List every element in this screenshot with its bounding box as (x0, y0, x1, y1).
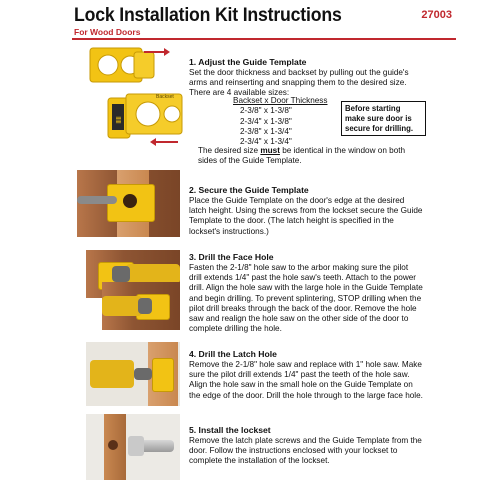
step-2-heading: 2. Secure the Guide Template (189, 185, 309, 195)
step-1-note-emphasis: must (260, 146, 280, 155)
step-1-body: Set the door thickness and backset by pulling out the guide's arms and reinserting and snapping them to the desired size. There are 4 available sizes: (189, 68, 409, 98)
template-hole (123, 194, 137, 208)
guide-template-photo (86, 42, 186, 152)
guide-template-label: Backset (156, 94, 174, 100)
step-4-heading: 4. Drill the Latch Hole (189, 349, 277, 359)
size-option: 2-3/4" x 1-3/8" (240, 116, 292, 126)
page-subtitle: For Wood Doors (74, 27, 141, 37)
step-1 (189, 57, 423, 99)
latch-hole-photo (86, 342, 180, 406)
product-code: 27003 (421, 9, 452, 21)
secure-template-photo (77, 170, 180, 237)
size-option: 2-3/4" x 1-3/4" (240, 137, 292, 147)
header-divider (72, 38, 456, 40)
hole-saw (134, 368, 152, 380)
power-drill (102, 296, 142, 316)
hole-saw (138, 298, 152, 314)
step-5 (189, 425, 423, 467)
size-list (189, 96, 339, 147)
step-1-heading: 1. Adjust the Guide Template (189, 57, 307, 67)
screwdriver (77, 196, 117, 204)
power-drill (90, 360, 134, 388)
size-list-header: Backset x Door Thickness (233, 96, 328, 105)
step-2 (189, 185, 423, 237)
safety-note-box: Before starting make sure door is secure for drilling. (341, 101, 426, 136)
guide-template-top (90, 48, 154, 82)
step-4-body: Remove the 2-1/8" hole saw and replace with 1" hole saw. Make sure the pilot drill extends 1/4" past the teeth of the hole saw. Align the hole saw in the small hole on the Guide Template on the edge of the door. Drill the hole through to the large face hole. (189, 360, 423, 400)
guide-template-bottom (108, 94, 182, 138)
step-1-note (198, 146, 422, 166)
guide-template (152, 358, 174, 392)
step-3-heading: 3. Drill the Face Hole (189, 252, 274, 262)
step-5-heading: 5. Install the lockset (189, 425, 271, 435)
step-4 (189, 349, 423, 401)
arrow-left-icon (150, 138, 178, 146)
hole-saw (112, 266, 130, 282)
svg-text:|||||: ||||| (116, 116, 122, 124)
step-2-body: Place the Guide Template on the door's edge at the desired latch height. Using the screws from the lockset secure the Guide Template to the door. (The latch height is specified in the lockset's instructions.) (189, 196, 423, 236)
step-3 (189, 252, 423, 334)
step-3-body: Fasten the 2-1/8" hole saw to the arbor making sure the pilot drill extends 1/4" past the hole saw's teeth. Attach to the power drill. Align the hole saw with the large hole in the Guide Template and begin drilling. To prevent splintering, STOP drilling when the pilot drill breaks through the back of the door. Remove the hole saw and realign the hole saw on the other side of the door to complete drilling the hole. (189, 263, 423, 334)
step-1-note-post: be identical in the window on both sides of the Guide Template. (198, 146, 406, 166)
guide-template-illustration (86, 42, 186, 152)
size-option: 2-3/8" x 1-3/4" (240, 126, 292, 136)
latch-plate (128, 436, 144, 456)
power-drill (126, 264, 180, 284)
step-5-body: Remove the latch plate screws and the Guide Template from the door. Follow the instructions enclosed with your lockset to complete the installation of the lockset. (189, 436, 422, 466)
latch-hole (108, 440, 118, 450)
size-option: 2-3/8" x 1-3/8" (240, 106, 292, 116)
step-1-note-pre: The desired size (198, 146, 261, 155)
face-hole-photo-2 (102, 282, 180, 330)
install-lockset-photo (86, 414, 180, 480)
page-title: Lock Installation Kit Instructions (74, 5, 342, 26)
